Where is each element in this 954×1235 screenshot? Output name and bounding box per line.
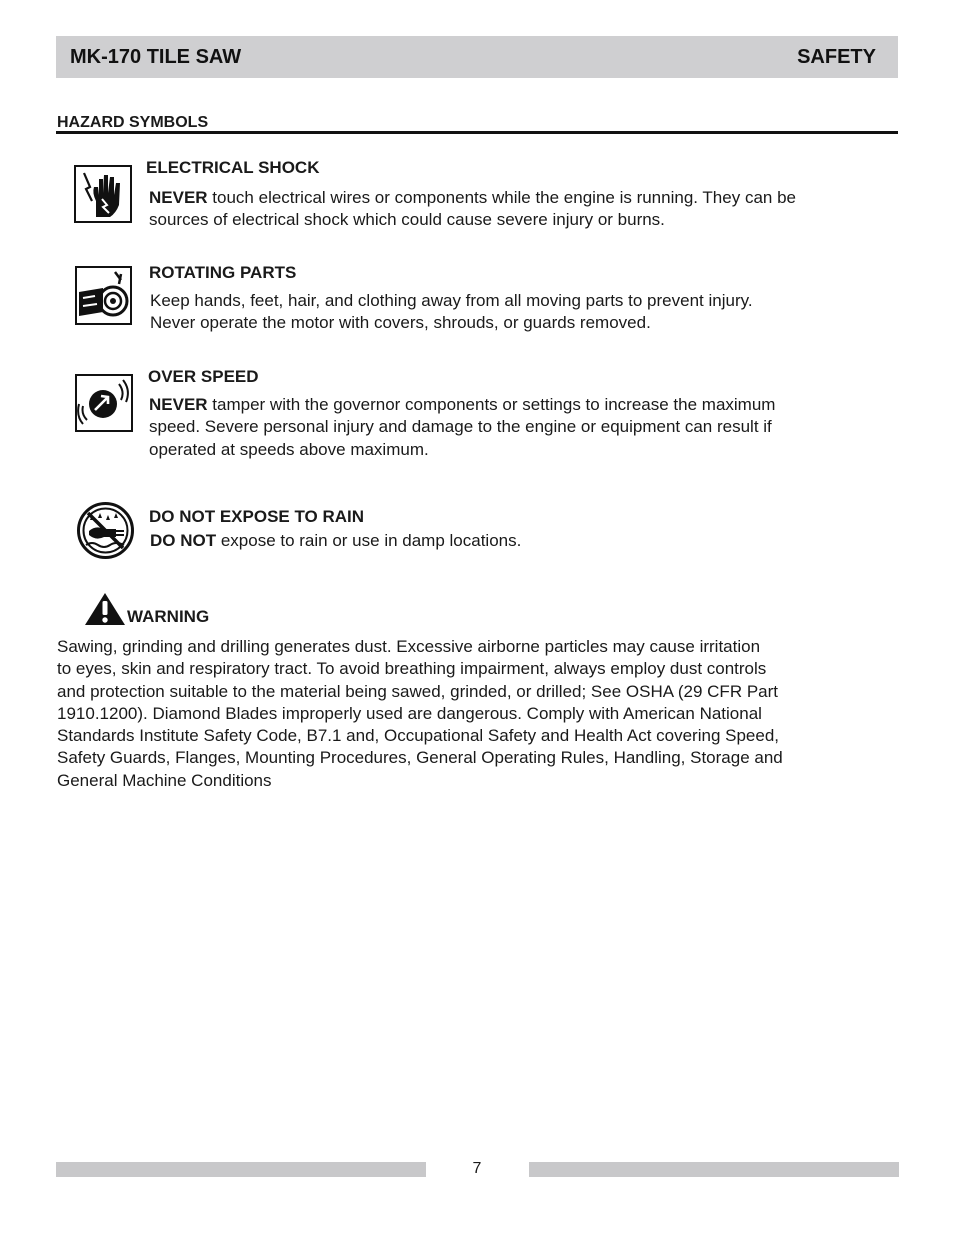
warning-line: General Machine Conditions xyxy=(57,770,272,790)
warning-line: and protection suitable to the material being sawed, grinded, or drilled; See OSHA (29 CFR Part xyxy=(57,681,778,701)
hazard-line: expose to rain or use in damp locations. xyxy=(216,531,522,550)
section-divider xyxy=(56,131,898,134)
hazard-rotating-parts xyxy=(149,262,296,284)
hazard-electrical-shock xyxy=(146,157,319,179)
hazard-line: operated at speeds above maximum. xyxy=(149,439,429,459)
warning-body xyxy=(57,636,877,792)
page-number: 7 xyxy=(472,1160,482,1177)
over-speed-icon xyxy=(75,374,133,432)
hazard-line: sources of electrical shock which could cause severe injury or burns. xyxy=(149,210,665,230)
rotating-parts-icon xyxy=(75,266,133,325)
hazard-title: DO NOT EXPOSE TO RAIN xyxy=(149,507,365,526)
hazard-line: touch electrical wires or components while the engine is running. They can be xyxy=(207,188,796,207)
hazard-lead: NEVER xyxy=(149,395,208,414)
document-title: MK-170 TILE SAW xyxy=(70,45,242,68)
hazard-line: Never operate the motor with covers, shrouds, or guards removed. xyxy=(150,313,651,333)
hazard-rotating-parts-text xyxy=(150,290,890,335)
warning-line: Sawing, grinding and drilling generates dust. Excessive airborne particles may cause irritation xyxy=(57,637,761,656)
hazard-lead: DO NOT xyxy=(150,531,217,550)
hazard-over-speed-text xyxy=(149,394,889,461)
hazard-line: Keep hands, feet, hair, and clothing away from all moving parts to prevent injury. xyxy=(150,291,753,310)
warning-line: Standards Institute Safety Code, B7.1 and, Occupational Safety and Health Act covering Speed, xyxy=(57,726,780,746)
hazard-title: OVER SPEED xyxy=(148,367,259,386)
hazard-over-speed xyxy=(148,366,259,388)
hazard-electrical-shock-text xyxy=(149,187,889,232)
hazard-no-rain-text xyxy=(150,530,890,552)
no-rain-icon xyxy=(76,501,135,560)
header-bar xyxy=(56,36,898,78)
section-name: SAFETY xyxy=(797,45,876,68)
warning-triangle-icon xyxy=(84,592,126,626)
electrical-shock-icon xyxy=(74,165,133,223)
warning-label: WARNING xyxy=(127,607,210,626)
hazard-lead: NEVER xyxy=(149,188,208,207)
warning-line: to eyes, skin and respiratory tract. To avoid breathing impairment, always employ dust controls xyxy=(57,659,767,679)
hazard-line: tamper with the governor components or settings to increase the maximum xyxy=(207,395,776,414)
hazard-no-rain xyxy=(149,506,364,528)
hazard-line: speed. Severe personal injury and damage to the engine or equipment can result if xyxy=(149,417,772,437)
hazard-title: ROTATING PARTS xyxy=(149,263,297,282)
hazard-title: ELECTRICAL SHOCK xyxy=(146,158,320,177)
section-title: HAZARD SYMBOLS xyxy=(57,114,209,131)
warning-line: Safety Guards, Flanges, Mounting Procedures, General Operating Rules, Handling, Storage and xyxy=(57,748,783,768)
warning-line: 1910.1200). Diamond Blades improperly used are dangerous. Comply with American National xyxy=(57,703,762,723)
